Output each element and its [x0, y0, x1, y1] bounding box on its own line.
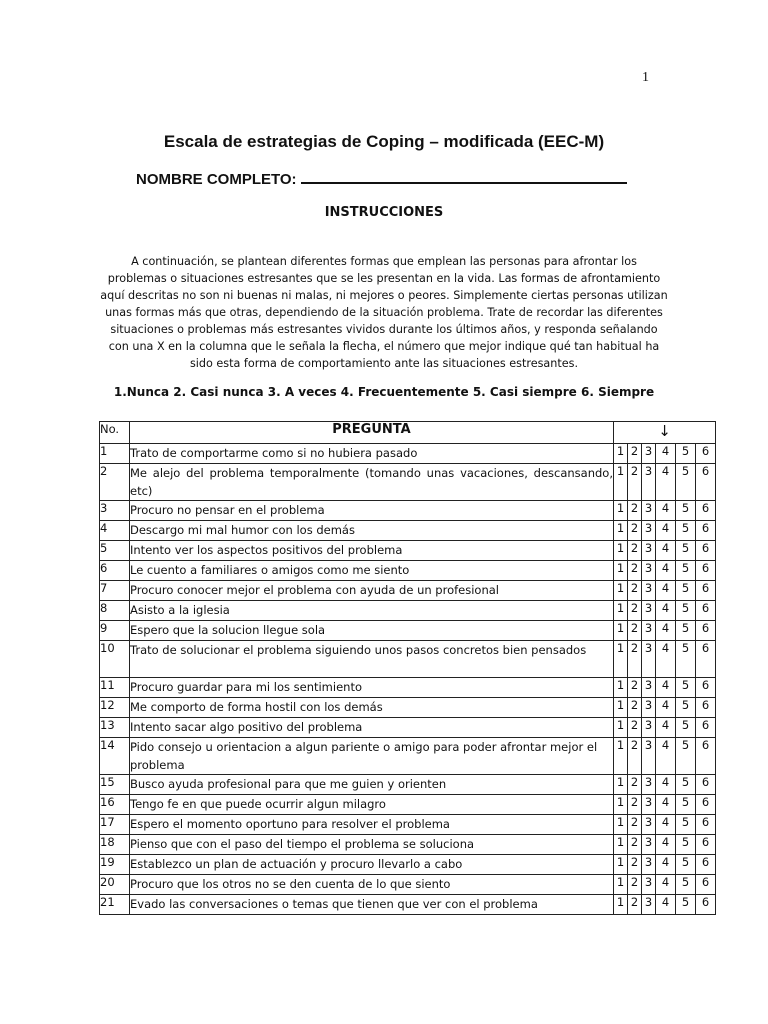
answer-option-1[interactable]: 1	[614, 521, 628, 541]
question-number: 5	[100, 541, 130, 561]
answer-option-6[interactable]: 6	[696, 795, 716, 815]
answer-option-3[interactable]: 3	[642, 464, 656, 501]
answer-option-4[interactable]: 4	[656, 835, 676, 855]
answer-option-6[interactable]: 6	[696, 501, 716, 521]
answer-option-2[interactable]: 2	[628, 641, 642, 678]
question-text: Evado las conversaciones o temas que tienen que ver con el problema	[130, 895, 614, 915]
answer-option-1[interactable]: 1	[614, 621, 628, 641]
answer-option-3[interactable]: 3	[642, 718, 656, 738]
answer-option-2[interactable]: 2	[628, 738, 642, 775]
question-number: 18	[100, 835, 130, 855]
table-row	[100, 561, 716, 581]
question-number: 10	[100, 641, 130, 678]
answer-option-1[interactable]: 1	[614, 541, 628, 561]
answer-option-5[interactable]: 5	[676, 875, 696, 895]
questionnaire-table	[99, 421, 716, 915]
answer-option-4[interactable]: 4	[656, 678, 676, 698]
answer-option-5[interactable]: 5	[676, 621, 696, 641]
table-row	[100, 738, 716, 775]
answer-option-5[interactable]: 5	[676, 795, 696, 815]
answer-option-2[interactable]: 2	[628, 521, 642, 541]
answer-option-1[interactable]: 1	[614, 875, 628, 895]
answer-option-5[interactable]: 5	[676, 464, 696, 501]
answer-option-6[interactable]: 6	[696, 561, 716, 581]
answer-option-6[interactable]: 6	[696, 678, 716, 698]
name-blank-line[interactable]	[301, 168, 627, 184]
answer-option-1[interactable]: 1	[614, 835, 628, 855]
question-text: Le cuento a familiares o amigos como me siento	[130, 561, 614, 581]
question-number: 11	[100, 678, 130, 698]
page-number: 1	[642, 70, 649, 85]
answer-option-3[interactable]: 3	[642, 621, 656, 641]
answer-option-2[interactable]: 2	[628, 501, 642, 521]
answer-option-5[interactable]: 5	[676, 444, 696, 464]
answer-option-1[interactable]: 1	[614, 464, 628, 501]
answer-option-1[interactable]: 1	[614, 601, 628, 621]
answer-option-3[interactable]: 3	[642, 875, 656, 895]
answer-option-1[interactable]: 1	[614, 698, 628, 718]
table-row	[100, 581, 716, 601]
answer-option-5[interactable]: 5	[676, 775, 696, 795]
answer-option-5[interactable]: 5	[676, 738, 696, 775]
answer-option-6[interactable]: 6	[696, 815, 716, 835]
question-number: 4	[100, 521, 130, 541]
answer-option-2[interactable]: 2	[628, 795, 642, 815]
answer-option-3[interactable]: 3	[642, 641, 656, 678]
question-number: 19	[100, 855, 130, 875]
answer-option-1[interactable]: 1	[614, 581, 628, 601]
answer-option-4[interactable]: 4	[656, 815, 676, 835]
answer-option-3[interactable]: 3	[642, 895, 656, 915]
arrow-down-icon: ↓	[614, 422, 716, 444]
answer-option-4[interactable]: 4	[656, 775, 676, 795]
answer-option-5[interactable]: 5	[676, 835, 696, 855]
question-text: Descargo mi mal humor con los demás	[130, 521, 614, 541]
answer-option-5[interactable]: 5	[676, 698, 696, 718]
answer-option-5[interactable]: 5	[676, 561, 696, 581]
header-no: No.	[100, 422, 130, 444]
answer-option-2[interactable]: 2	[628, 601, 642, 621]
answer-option-3[interactable]: 3	[642, 835, 656, 855]
answer-option-5[interactable]: 5	[676, 895, 696, 915]
table-header-row	[100, 422, 716, 444]
question-text: Procuro que los otros no se den cuenta de lo que siento	[130, 875, 614, 895]
answer-option-5[interactable]: 5	[676, 541, 696, 561]
question-text: Espero que la solucion llegue sola	[130, 621, 614, 641]
table-row	[100, 795, 716, 815]
answer-option-1[interactable]: 1	[614, 641, 628, 678]
answer-option-6[interactable]: 6	[696, 855, 716, 875]
question-number: 2	[100, 464, 130, 501]
question-text: Procuro no pensar en el problema	[130, 501, 614, 521]
table-row	[100, 641, 716, 678]
table-row	[100, 541, 716, 561]
answer-option-4[interactable]: 4	[656, 581, 676, 601]
answer-option-1[interactable]: 1	[614, 444, 628, 464]
instructions-text: A continuación, se plantean diferentes formas que emplean las personas para afrontar los problemas o situaciones estresantes que se les presentan en la vida. Las formas de afrontamiento aquí descritas no son ni buenas ni malas, ni mejores o peores. Simplemente ciertas personas utilizan unas formas más que otras, dependiendo de la situación problema. Trate de recordar las diferentes situaciones o problemas más estresantes vividos durante los últimos años, y responda señalando con una X en la columna que le señala la flecha, el número que mejor indique qué tan habitual ha sido esta forma de comportamiento ante las situaciones estresantes.	[100, 255, 668, 370]
answer-option-3[interactable]: 3	[642, 581, 656, 601]
answer-option-1[interactable]: 1	[614, 561, 628, 581]
answer-option-6[interactable]: 6	[696, 698, 716, 718]
answer-option-4[interactable]: 4	[656, 738, 676, 775]
answer-option-4[interactable]: 4	[656, 895, 676, 915]
answer-option-1[interactable]: 1	[614, 501, 628, 521]
name-field[interactable]	[136, 168, 627, 188]
question-text: Intento sacar algo positivo del problema	[130, 718, 614, 738]
answer-option-3[interactable]: 3	[642, 795, 656, 815]
table-row	[100, 621, 716, 641]
answer-option-1[interactable]: 1	[614, 718, 628, 738]
answer-option-3[interactable]: 3	[642, 541, 656, 561]
question-text: Pienso que con el paso del tiempo el problema se soluciona	[130, 835, 614, 855]
answer-option-3[interactable]: 3	[642, 775, 656, 795]
table-row	[100, 444, 716, 464]
table-row	[100, 601, 716, 621]
answer-option-4[interactable]: 4	[656, 875, 676, 895]
question-text: Procuro guardar para mi los sentimiento	[130, 678, 614, 698]
scale-legend: 1.Nunca 2. Casi nunca 3. A veces 4. Frecuentemente 5. Casi siempre 6. Siempre	[113, 385, 655, 399]
table-row	[100, 521, 716, 541]
answer-option-5[interactable]: 5	[676, 678, 696, 698]
answer-option-5[interactable]: 5	[676, 501, 696, 521]
table-row	[100, 698, 716, 718]
answer-option-3[interactable]: 3	[642, 561, 656, 581]
answer-option-6[interactable]: 6	[696, 541, 716, 561]
answer-option-3[interactable]: 3	[642, 521, 656, 541]
answer-option-1[interactable]: 1	[614, 738, 628, 775]
answer-option-2[interactable]: 2	[628, 561, 642, 581]
question-text: Me comporto de forma hostil con los demás	[130, 698, 614, 718]
question-number: 6	[100, 561, 130, 581]
question-text: Trato de comportarme como si no hubiera pasado	[130, 444, 614, 464]
answer-option-2[interactable]: 2	[628, 678, 642, 698]
answer-option-4[interactable]: 4	[656, 601, 676, 621]
table-row	[100, 678, 716, 698]
question-text: Espero el momento oportuno para resolver el problema	[130, 815, 614, 835]
answer-option-2[interactable]: 2	[628, 718, 642, 738]
answer-option-2[interactable]: 2	[628, 855, 642, 875]
question-text: Establezco un plan de actuación y procuro llevarlo a cabo	[130, 855, 614, 875]
question-number: 1	[100, 444, 130, 464]
question-text: Asisto a la iglesia	[130, 601, 614, 621]
answer-option-2[interactable]: 2	[628, 815, 642, 835]
answer-option-5[interactable]: 5	[676, 815, 696, 835]
answer-option-4[interactable]: 4	[656, 698, 676, 718]
answer-option-4[interactable]: 4	[656, 444, 676, 464]
table-row	[100, 835, 716, 855]
answer-option-5[interactable]: 5	[676, 581, 696, 601]
answer-option-2[interactable]: 2	[628, 444, 642, 464]
answer-option-3[interactable]: 3	[642, 501, 656, 521]
answer-option-4[interactable]: 4	[656, 641, 676, 678]
question-number: 21	[100, 895, 130, 915]
answer-option-4[interactable]: 4	[656, 521, 676, 541]
answer-option-1[interactable]: 1	[614, 775, 628, 795]
answer-option-6[interactable]: 6	[696, 464, 716, 501]
question-number: 15	[100, 775, 130, 795]
answer-option-6[interactable]: 6	[696, 775, 716, 795]
answer-option-5[interactable]: 5	[676, 521, 696, 541]
answer-option-2[interactable]: 2	[628, 541, 642, 561]
answer-option-1[interactable]: 1	[614, 678, 628, 698]
answer-option-6[interactable]: 6	[696, 444, 716, 464]
answer-option-2[interactable]: 2	[628, 698, 642, 718]
answer-option-2[interactable]: 2	[628, 835, 642, 855]
table-row	[100, 464, 716, 501]
question-number: 12	[100, 698, 130, 718]
answer-option-4[interactable]: 4	[656, 464, 676, 501]
answer-option-2[interactable]: 2	[628, 464, 642, 501]
question-number: 3	[100, 501, 130, 521]
answer-option-6[interactable]: 6	[696, 581, 716, 601]
answer-option-3[interactable]: 3	[642, 815, 656, 835]
answer-option-6[interactable]: 6	[696, 521, 716, 541]
answer-option-6[interactable]: 6	[696, 895, 716, 915]
table-row	[100, 855, 716, 875]
answer-option-5[interactable]: 5	[676, 601, 696, 621]
answer-option-2[interactable]: 2	[628, 581, 642, 601]
answer-option-6[interactable]: 6	[696, 641, 716, 678]
table-row	[100, 875, 716, 895]
answer-option-6[interactable]: 6	[696, 835, 716, 855]
answer-option-4[interactable]: 4	[656, 561, 676, 581]
answer-option-3[interactable]: 3	[642, 678, 656, 698]
table-row	[100, 895, 716, 915]
answer-option-3[interactable]: 3	[642, 601, 656, 621]
answer-option-3[interactable]: 3	[642, 738, 656, 775]
table-row	[100, 775, 716, 795]
answer-option-5[interactable]: 5	[676, 855, 696, 875]
answer-option-1[interactable]: 1	[614, 855, 628, 875]
instructions-heading: INSTRUCCIONES	[324, 205, 444, 220]
question-number: 13	[100, 718, 130, 738]
answer-option-4[interactable]: 4	[656, 718, 676, 738]
answer-option-1[interactable]: 1	[614, 815, 628, 835]
question-text: Intento ver los aspectos positivos del problema	[130, 541, 614, 561]
answer-option-2[interactable]: 2	[628, 875, 642, 895]
answer-option-1[interactable]: 1	[614, 795, 628, 815]
answer-option-6[interactable]: 6	[696, 601, 716, 621]
question-number: 20	[100, 875, 130, 895]
answer-option-3[interactable]: 3	[642, 855, 656, 875]
question-number: 9	[100, 621, 130, 641]
answer-option-6[interactable]: 6	[696, 718, 716, 738]
questions-body	[100, 444, 716, 915]
question-number: 8	[100, 601, 130, 621]
answer-option-4[interactable]: 4	[656, 795, 676, 815]
question-text: Tengo fe en que puede ocurrir algun milagro	[130, 795, 614, 815]
answer-option-2[interactable]: 2	[628, 621, 642, 641]
answer-option-2[interactable]: 2	[628, 895, 642, 915]
question-text: Trato de solucionar el problema siguiendo unos pasos concretos bien pensados	[130, 641, 614, 678]
question-text: Me alejo del problema temporalmente (tomando unas vacaciones, descansando, etc)	[130, 464, 614, 501]
answer-option-6[interactable]: 6	[696, 738, 716, 775]
answer-option-6[interactable]: 6	[696, 621, 716, 641]
answer-option-5[interactable]: 5	[676, 718, 696, 738]
question-text: Busco ayuda profesional para que me guien y orienten	[130, 775, 614, 795]
answer-option-4[interactable]: 4	[656, 541, 676, 561]
table-row	[100, 718, 716, 738]
answer-option-3[interactable]: 3	[642, 444, 656, 464]
question-text: Pido consejo u orientacion a algun pariente o amigo para poder afrontar mejor el problema	[130, 738, 614, 775]
document-title: Escala de estrategias de Coping – modificada (EEC-M)	[163, 132, 605, 151]
table-row	[100, 815, 716, 835]
answer-option-1[interactable]: 1	[614, 895, 628, 915]
answer-option-5[interactable]: 5	[676, 641, 696, 678]
header-question: PREGUNTA	[130, 422, 614, 444]
question-text: Procuro conocer mejor el problema con ayuda de un profesional	[130, 581, 614, 601]
answer-option-4[interactable]: 4	[656, 621, 676, 641]
name-label: NOMBRE COMPLETO:	[136, 171, 297, 188]
question-number: 17	[100, 815, 130, 835]
answer-option-6[interactable]: 6	[696, 875, 716, 895]
answer-option-2[interactable]: 2	[628, 775, 642, 795]
answer-option-3[interactable]: 3	[642, 698, 656, 718]
answer-option-4[interactable]: 4	[656, 855, 676, 875]
answer-option-4[interactable]: 4	[656, 501, 676, 521]
table-row	[100, 501, 716, 521]
question-number: 7	[100, 581, 130, 601]
question-number: 16	[100, 795, 130, 815]
question-number: 14	[100, 738, 130, 775]
